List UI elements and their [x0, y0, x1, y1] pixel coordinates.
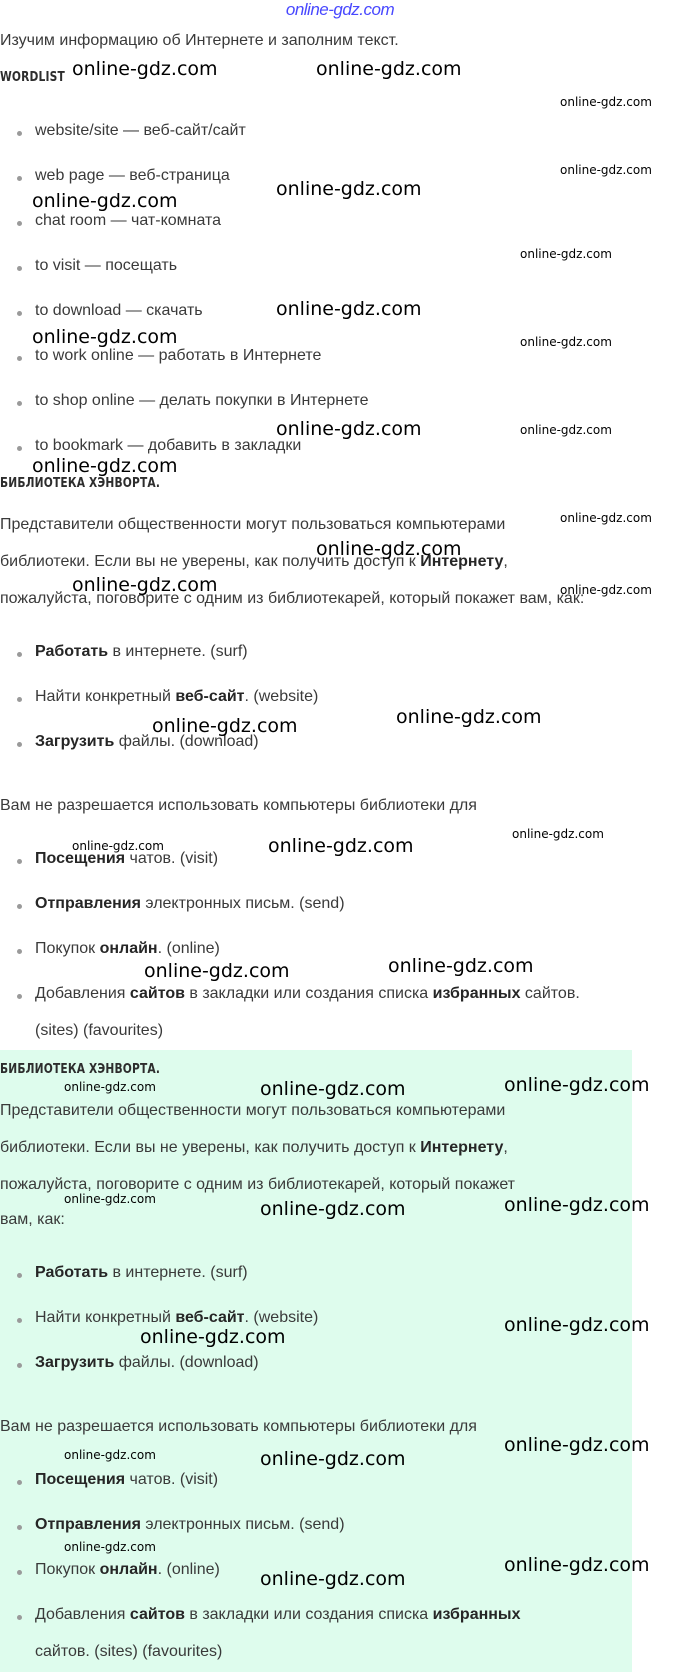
- section1-heading: БИБЛИОТЕКА ХЭНВОРТА.: [0, 476, 161, 491]
- bullet-icon: [17, 356, 22, 361]
- watermark: online-gdz.com: [560, 583, 652, 597]
- watermark: online-gdz.com: [520, 335, 612, 349]
- section1-para-line: Представители общественности могут пользоваться компьютерами: [0, 516, 506, 533]
- watermark: online-gdz.com: [560, 163, 652, 177]
- bullet-icon: [17, 1318, 22, 1323]
- bullet-icon: [17, 1480, 22, 1485]
- section2-para-line: вам, как:: [0, 1211, 65, 1228]
- list-item: Работать в интернете. (surf): [35, 1264, 248, 1281]
- watermark: online-gdz.com: [276, 418, 422, 440]
- list-item: Добавления сайтов в закладки или создания списка избранных: [35, 1606, 521, 1623]
- bullet-icon: [17, 859, 22, 864]
- list-item-continuation: сайтов. (sites) (favourites): [35, 1643, 223, 1660]
- bullet-icon: [17, 311, 22, 316]
- bullet-icon: [17, 697, 22, 702]
- section2-heading: БИБЛИОТЕКА ХЭНВОРТА.: [0, 1062, 161, 1077]
- watermark: online-gdz.com: [64, 1448, 156, 1462]
- watermark: online-gdz.com: [140, 1326, 286, 1348]
- watermark: online-gdz.com: [72, 839, 164, 853]
- wordlist-item: web page — веб-страница: [35, 167, 230, 184]
- bullet-icon: [17, 652, 22, 657]
- list-item: Загрузить файлы. (download): [35, 733, 259, 750]
- section2-para-line: библиотеки. Если вы не уверены, как получить доступ к Интернету,: [0, 1139, 508, 1156]
- bullet-icon: [17, 1363, 22, 1368]
- watermark: online-gdz.com: [316, 538, 462, 560]
- bullet-icon: [17, 994, 22, 999]
- bullet-icon: [17, 742, 22, 747]
- watermark: online-gdz.com: [504, 1554, 650, 1576]
- not-allowed-text: Вам не разрешается использовать компьютеры библиотеки для: [0, 1418, 477, 1435]
- watermark: online-gdz.com: [64, 1540, 156, 1554]
- bullet-icon: [17, 446, 22, 451]
- watermark: online-gdz.com: [560, 511, 652, 525]
- list-item-continuation: (sites) (favourites): [35, 1022, 164, 1039]
- list-item: Посещения чатов. (visit): [35, 850, 219, 867]
- wordlist-item: to bookmark — добавить в закладки: [35, 437, 302, 454]
- not-allowed-text: Вам не разрешается использовать компьютеры библиотеки для: [0, 797, 477, 814]
- watermark: online-gdz.com: [396, 706, 542, 728]
- wordlist-item: chat room — чат-комната: [35, 212, 222, 229]
- watermark: online-gdz.com: [72, 58, 218, 80]
- site-logo[interactable]: online-gdz.com: [285, 0, 395, 19]
- section2-para-line: Представители общественности могут пользоваться компьютерами: [0, 1102, 506, 1119]
- list-item: Посещения чатов. (visit): [35, 1471, 219, 1488]
- watermark: online-gdz.com: [388, 955, 534, 977]
- bullet-icon: [17, 401, 22, 406]
- watermark: online-gdz.com: [144, 960, 290, 982]
- watermark: online-gdz.com: [32, 326, 178, 348]
- watermark: online-gdz.com: [504, 1314, 650, 1336]
- watermark: online-gdz.com: [512, 827, 604, 841]
- list-item: Отправления электронных письм. (send): [35, 895, 345, 912]
- watermark: online-gdz.com: [276, 178, 422, 200]
- watermark: online-gdz.com: [504, 1074, 650, 1096]
- bullet-icon: [17, 1525, 22, 1530]
- list-item: Найти конкретный веб-сайт. (website): [35, 688, 319, 705]
- intro-text: Изучим информацию об Интернете и заполним текст.: [0, 32, 399, 49]
- bullet-icon: [17, 176, 22, 181]
- watermark: online-gdz.com: [64, 1080, 156, 1094]
- bullet-icon: [17, 221, 22, 226]
- bullet-icon: [17, 1570, 22, 1575]
- section1-para-line: библиотеки. Если вы не уверены, как получить доступ к Интернету,: [0, 553, 508, 570]
- wordlist-item: to download — скачать: [35, 302, 203, 319]
- bullet-icon: [17, 131, 22, 136]
- watermark: online-gdz.com: [316, 58, 462, 80]
- list-item: Добавления сайтов в закладки или создания списка избранных сайтов.: [35, 985, 580, 1002]
- section2-para-line: пожалуйста, поговорите с одним из библиотекарей, который покажет: [0, 1176, 516, 1193]
- bullet-icon: [17, 266, 22, 271]
- watermark: online-gdz.com: [276, 298, 422, 320]
- watermark: online-gdz.com: [32, 455, 178, 477]
- wordlist-heading: WORDLIST: [0, 70, 65, 85]
- list-item: Найти конкретный веб-сайт. (website): [35, 1309, 319, 1326]
- bullet-icon: [17, 904, 22, 909]
- watermark: online-gdz.com: [260, 1198, 406, 1220]
- wordlist-item: to work online — работать в Интернете: [35, 347, 322, 364]
- wordlist-item: website/site — веб-сайт/сайт: [35, 122, 246, 139]
- list-item: Загрузить файлы. (download): [35, 1354, 259, 1371]
- list-item: Покупок онлайн. (online): [35, 1561, 220, 1578]
- watermark: online-gdz.com: [32, 190, 178, 212]
- list-item: Отправления электронных письм. (send): [35, 1516, 345, 1533]
- wordlist-item: to shop online — делать покупки в Интернете: [35, 392, 369, 409]
- watermark: online-gdz.com: [560, 95, 652, 109]
- watermark: online-gdz.com: [260, 1448, 406, 1470]
- list-item: Покупок онлайн. (online): [35, 940, 220, 957]
- wordlist-item: to visit — посещать: [35, 257, 178, 274]
- watermark: online-gdz.com: [260, 1078, 406, 1100]
- watermark: online-gdz.com: [504, 1194, 650, 1216]
- watermark: online-gdz.com: [152, 715, 298, 737]
- list-item: Работать в интернете. (surf): [35, 643, 248, 660]
- watermark: online-gdz.com: [504, 1434, 650, 1456]
- bullet-icon: [17, 949, 22, 954]
- watermark: online-gdz.com: [64, 1192, 156, 1206]
- bullet-icon: [17, 1615, 22, 1620]
- watermark: online-gdz.com: [520, 423, 612, 437]
- watermark: online-gdz.com: [260, 1568, 406, 1590]
- watermark: online-gdz.com: [72, 574, 218, 596]
- watermark: online-gdz.com: [268, 835, 414, 857]
- section1-para-line: пожалуйста, поговорите с одним из библиотекарей, который покажет вам, как:: [0, 590, 585, 607]
- bullet-icon: [17, 1273, 22, 1278]
- watermark: online-gdz.com: [520, 247, 612, 261]
